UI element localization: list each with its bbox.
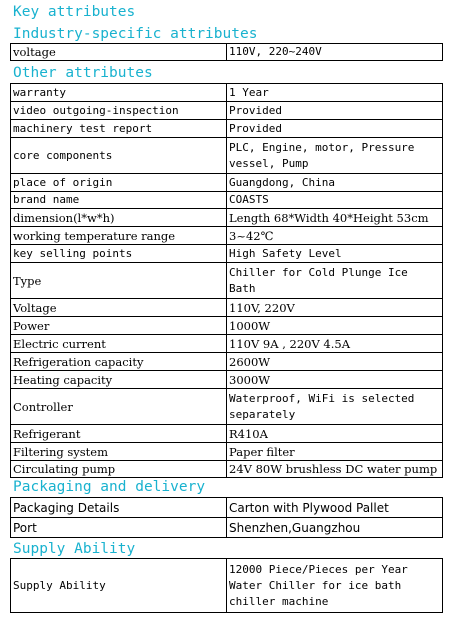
table-row	[11, 138, 443, 174]
supply-key: Supply Ability	[11, 559, 227, 613]
table-row	[11, 443, 443, 461]
attribute-value: 24V 80W brushless DC water pump	[227, 461, 443, 478]
table-row	[11, 299, 443, 317]
packaging-key: Port	[11, 518, 227, 538]
attribute-key: Refrigerant	[11, 425, 227, 443]
attribute-value: Guangdong, China	[227, 174, 443, 192]
attribute-value: High Safety Level	[227, 245, 443, 263]
table-row	[11, 245, 443, 263]
attribute-key: video outgoing-inspection	[11, 102, 227, 120]
supply-table	[10, 558, 443, 613]
attribute-key: Circulating pump	[11, 461, 227, 478]
attribute-key: brand name	[11, 192, 227, 209]
table-row	[11, 353, 443, 371]
table-row	[11, 84, 443, 102]
attribute-value: 1000W	[227, 317, 443, 335]
attribute-value: Length 68*Width 40*Height 53cm	[227, 209, 443, 227]
heading-key-attributes: Key attributes	[13, 4, 136, 20]
attribute-key: voltage	[11, 44, 227, 61]
table-row	[11, 371, 443, 389]
packaging-value: Carton with Plywood Pallet	[227, 498, 443, 518]
attribute-key: key selling points	[11, 245, 227, 263]
attribute-value: COASTS	[227, 192, 443, 209]
table-row	[11, 559, 443, 613]
attribute-key: warranty	[11, 84, 227, 102]
table-row	[11, 192, 443, 209]
attribute-key: dimension(l*w*h)	[11, 209, 227, 227]
table-row	[11, 425, 443, 443]
attribute-value: Provided	[227, 120, 443, 138]
heading-industry-attributes: Industry-specific attributes	[13, 26, 258, 42]
attribute-value: 2600W	[227, 353, 443, 371]
attribute-value: PLC, Engine, motor, Pressure vessel, Pump	[227, 138, 443, 174]
attribute-value: Provided	[227, 102, 443, 120]
table-row	[11, 317, 443, 335]
table-row	[11, 263, 443, 299]
table-row	[11, 120, 443, 138]
attribute-key: working temperature range	[11, 227, 227, 245]
table-row	[11, 461, 443, 478]
packaging-key: Packaging Details	[11, 498, 227, 518]
table-row	[11, 518, 443, 538]
attribute-key: Voltage	[11, 299, 227, 317]
attribute-key: machinery test report	[11, 120, 227, 138]
table-row	[11, 389, 443, 425]
attribute-key: core components	[11, 138, 227, 174]
supply-value: 12000 Piece/Pieces per Year Water Chiller for ice bath chiller machine	[227, 559, 443, 613]
attribute-value: 110V, 220V	[227, 299, 443, 317]
attribute-value: 1 Year	[227, 84, 443, 102]
table-row	[11, 498, 443, 518]
attribute-key: Type	[11, 263, 227, 299]
attribute-key: Electric current	[11, 335, 227, 353]
attribute-value: 3~42℃	[227, 227, 443, 245]
packaging-value: Shenzhen,Guangzhou	[227, 518, 443, 538]
attribute-key: Heating capacity	[11, 371, 227, 389]
industry-attributes-table	[10, 43, 443, 61]
attribute-value: Waterproof, WiFi is selected separately	[227, 389, 443, 425]
heading-other-attributes: Other attributes	[13, 65, 153, 81]
attribute-key: Controller	[11, 389, 227, 425]
heading-packaging-delivery: Packaging and delivery	[13, 479, 206, 495]
table-row	[11, 174, 443, 192]
other-attributes-table	[10, 83, 443, 478]
table-row	[11, 44, 443, 61]
table-row	[11, 102, 443, 120]
table-row	[11, 227, 443, 245]
heading-supply-ability: Supply Ability	[13, 541, 136, 557]
attribute-value: Chiller for Cold Plunge Ice Bath	[227, 263, 443, 299]
attribute-value: 3000W	[227, 371, 443, 389]
table-row	[11, 335, 443, 353]
attribute-key: place of origin	[11, 174, 227, 192]
attribute-value: R410A	[227, 425, 443, 443]
attribute-value: 110V, 220~240V	[227, 44, 443, 61]
attribute-value: Paper filter	[227, 443, 443, 461]
attribute-value: 110V 9A , 220V 4.5A	[227, 335, 443, 353]
packaging-table	[10, 497, 443, 538]
attribute-key: Refrigeration capacity	[11, 353, 227, 371]
table-row	[11, 209, 443, 227]
attribute-key: Filtering system	[11, 443, 227, 461]
attribute-key: Power	[11, 317, 227, 335]
